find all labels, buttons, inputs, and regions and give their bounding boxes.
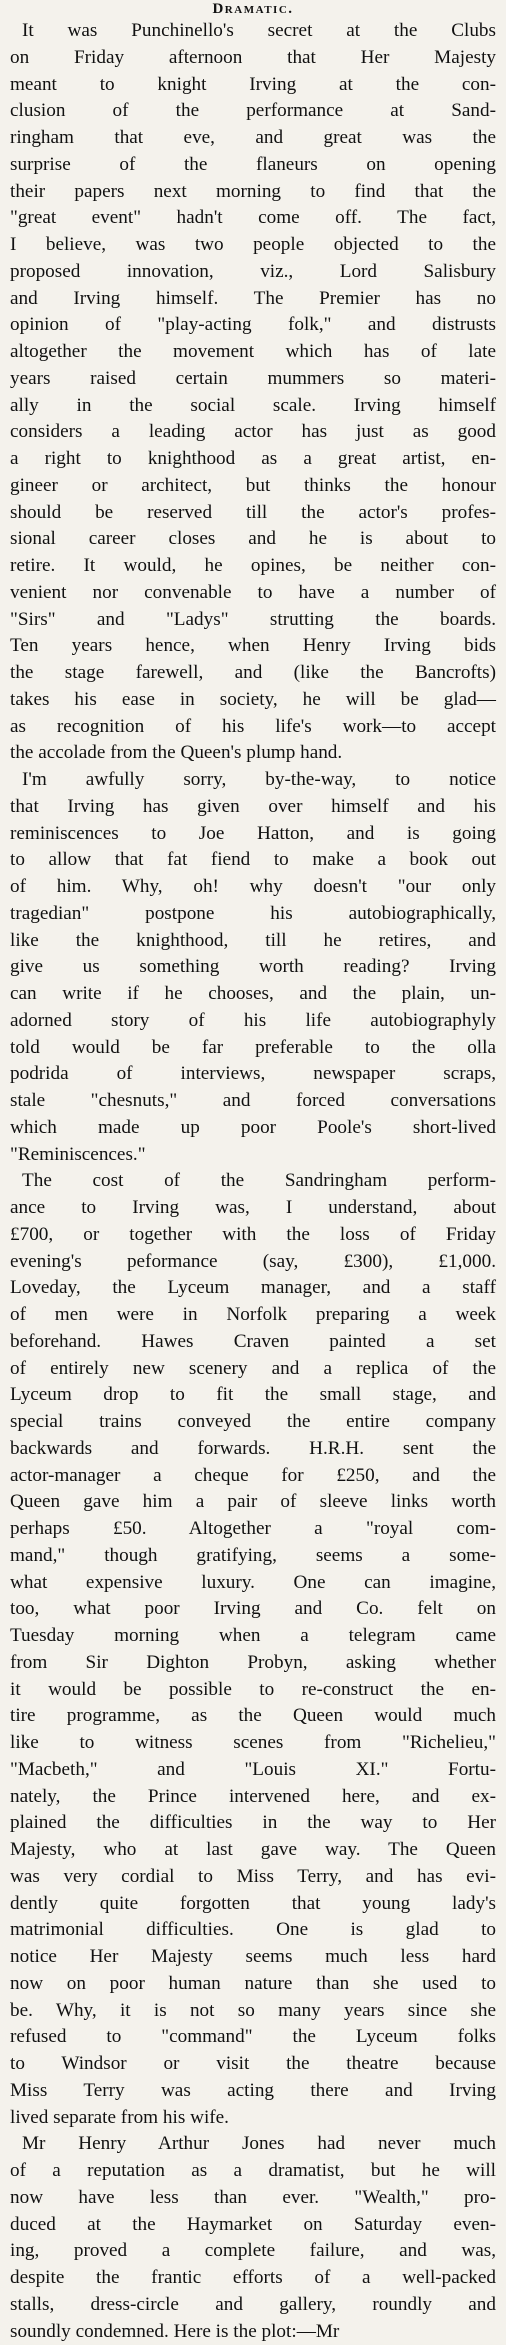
text-line: "great event" hadn't come off. The fact, [10,205,496,232]
text-line: Majesty, who at last gave way. The Queen [10,1837,496,1864]
text-line: special trains conveyed the entire company [10,1409,496,1436]
text-line: gineer or architect, but thinks the honour [10,473,496,500]
text-line: mand," though gratifying, seems a some- [10,1543,496,1570]
text-line: I believe, was two people objected to the [10,232,496,259]
text-line: nately, the Prince intervened here, and ex- [10,1784,496,1811]
article-paragraph [10,18,496,767]
text-line: beforehand. Hawes Craven painted a set [10,1329,496,1356]
text-line: of him. Why, oh! why doesn't "our only [10,874,496,901]
text-line: takes his ease in society, he will be glad— [10,687,496,714]
text-line: of a reputation as a dramatist, but he will [10,2158,496,2185]
text-line: from Sir Dighton Probyn, asking whether [10,1650,496,1677]
text-line: the accolade from the Queen's plump hand. [10,740,496,767]
article-paragraph [10,1168,496,2131]
text-line: ringham that eve, and great was the [10,125,496,152]
text-line: of entirely new scenery and a replica of the [10,1356,496,1383]
text-line: what expensive luxury. One can imagine, [10,1570,496,1597]
article-paragraph [10,767,496,1168]
text-line: actor-manager a cheque for £250, and the [10,1463,496,1490]
text-line: ing, proved a complete failure, and was, [10,2238,496,2265]
text-line: Loveday, the Lyceum manager, and a staff [10,1275,496,1302]
text-line: altogether the movement which has of late [10,339,496,366]
text-line: too, what poor Irving and Co. felt on [10,1596,496,1623]
text-line: backwards and forwards. H.R.H. sent the [10,1436,496,1463]
text-line: should be reserved till the actor's profes- [10,500,496,527]
text-line: years raised certain mummers so materi- [10,366,496,393]
text-line: podrida of interviews, newspaper scraps, [10,1061,496,1088]
text-line: it would be possible to re-construct the en- [10,1677,496,1704]
text-line: as recognition of his life's work—to accept [10,714,496,741]
text-line: proposed innovation, viz., Lord Salisbury [10,259,496,286]
text-line: soundly condemned. Here is the plot:—Mr [10,2319,496,2345]
text-line: adorned story of his life autobiographyly [10,1008,496,1035]
text-line: told would be far preferable to the olla [10,1035,496,1062]
text-line: refused to "command" the Lyceum folks [10,2024,496,2051]
text-line: like to witness scenes from "Richelieu," [10,1730,496,1757]
text-line: The cost of the Sandringham perform- [10,1168,496,1195]
text-line: Miss Terry was acting there and Irving [10,2078,496,2105]
text-line: give us something worth reading? Irving [10,954,496,981]
text-line: I'm awfully sorry, by-the-way, to notice [10,767,496,794]
text-line: ally in the social scale. Irving himself [10,393,496,420]
text-line: perhaps £50. Altogether a "royal com- [10,1516,496,1543]
article-paragraph [10,2131,496,2345]
text-line: £700, or together with the loss of Friday [10,1222,496,1249]
text-line: dently quite forgotten that young lady's [10,1891,496,1918]
text-line: venient nor convenable to have a number of [10,580,496,607]
text-line: was very cordial to Miss Terry, and has evi- [10,1864,496,1891]
text-line: the stage farewell, and (like the Bancrofts) [10,660,496,687]
text-line: notice Her Majesty seems much less hard [10,1944,496,1971]
text-line: reminiscences to Joe Hatton, and is going [10,821,496,848]
text-line: now have less than ever. "Wealth," pro- [10,2185,496,2212]
text-line: sional career closes and he is about to [10,526,496,553]
text-line: stalls, dress-circle and gallery, roundly and [10,2292,496,2319]
text-line: meant to knight Irving at the con- [10,72,496,99]
text-line: now on poor human nature than she used to [10,1971,496,1998]
text-line: Ten years hence, when Henry Irving bids [10,633,496,660]
text-line: Queen gave him a pair of sleeve links worth [10,1489,496,1516]
article-body [10,18,496,2345]
text-line: considers a leading actor has just as good [10,419,496,446]
text-line: tire programme, as the Queen would much [10,1703,496,1730]
text-line: to allow that fat fiend to make a book out [10,847,496,874]
text-line: and Irving himself. The Premier has no [10,286,496,313]
text-line: despite the frantic efforts of a well-packed [10,2265,496,2292]
text-line: "Sirs" and "Ladys" strutting the boards. [10,607,496,634]
text-line: can write if he chooses, and the plain, un- [10,981,496,1008]
text-line: matrimonial difficulties. One is glad to [10,1917,496,1944]
section-heading: Dramatic. [10,0,496,18]
text-line: Mr Henry Arthur Jones had never much [10,2131,496,2158]
text-line: Lyceum drop to fit the small stage, and [10,1382,496,1409]
text-line: lived separate from his wife. [10,2105,496,2132]
text-line: like the knighthood, till he retires, and [10,928,496,955]
text-line: plained the difficulties in the way to Her [10,1810,496,1837]
text-line: their papers next morning to find that the [10,179,496,206]
text-line: "Macbeth," and "Louis XI." Fortu- [10,1757,496,1784]
text-line: "Reminiscences." [10,1142,496,1169]
text-line: a right to knighthood as a great artist, en- [10,446,496,473]
text-line: that Irving has given over himself and his [10,794,496,821]
text-line: ance to Irving was, I understand, about [10,1195,496,1222]
text-line: duced at the Haymarket on Saturday even- [10,2212,496,2239]
text-line: opinion of "play-acting folk," and distrusts [10,312,496,339]
text-line: retire. It would, he opines, be neither con- [10,553,496,580]
text-line: It was Punchinello's secret at the Clubs [10,18,496,45]
text-line: of men were in Norfolk preparing a week [10,1302,496,1329]
text-line: Tuesday morning when a telegram came [10,1623,496,1650]
text-line: stale "chesnuts," and forced conversations [10,1088,496,1115]
text-line: which made up poor Poole's short-lived [10,1115,496,1142]
text-line: evening's peformance (say, £300), £1,000. [10,1249,496,1276]
text-line: to Windsor or visit the theatre because [10,2051,496,2078]
text-line: on Friday afternoon that Her Majesty [10,45,496,72]
text-line: surprise of the flaneurs on opening [10,152,496,179]
text-line: tragedian" postpone his autobiographically, [10,901,496,928]
text-line: clusion of the performance at Sand- [10,98,496,125]
text-line: be. Why, it is not so many years since she [10,1998,496,2025]
